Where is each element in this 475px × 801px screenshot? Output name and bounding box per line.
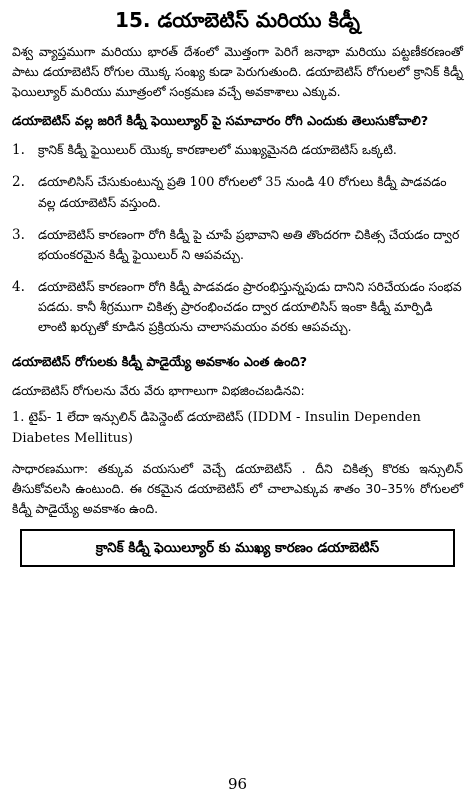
- chapter-title: 15. డయాబెటిస్ మరియు కిడ్నీ: [115, 8, 360, 32]
- types-intro: డయాబెటిస్ రోగులను వేరు వేరు భాగాలుగా విభజించబడినవి:: [12, 383, 305, 398]
- list-item: [12, 172, 463, 213]
- general-paragraph: సాధారణముగా: తక్కువ వయసులో వెచ్చే డయాబెటిస్ . దీని చికిత్స కొరకు ఇన్సులిన్ తీసుకోవలసి ఉంటుంది. ఈ రకమైన డయాబెటిస్ లో చాలాఎక్కువ శాతం 30–35% రోగులలో కిడ్నీ పాడైయ్యే అవకాశం ఉంది.: [12, 461, 463, 516]
- list-number: 2.: [12, 174, 25, 190]
- list-item: [12, 277, 463, 337]
- list-text: డయాబెటిస్ కారణంగా రోగి కిడ్నీ పై చూపే ప్రభావాని అతి తొందరగా చికిత్స చేయడం ద్వార భయంకరమైన కిడ్నీ ఫైయిలుర్ ని ఆపవచ్చు.: [38, 227, 460, 262]
- key-cause-box: క్రానిక్ కిడ్నీ ఫెయిల్యూర్ కు ముఖ్య కారణం డయాబెటిస్: [20, 529, 455, 567]
- type1-telugu: టైప్- 1 లేదా ఇన్సులిన్ డిపెన్డెంట్ డయాబెటిస్: [28, 409, 244, 424]
- list-number: 3.: [12, 227, 25, 243]
- list-text: క్రానిక్ కిడ్నీ ఫైయిలుర్ యొక్క కారణాలలో ముఖ్యమైనది డయాబెటిస్ ఒక్కటి.: [38, 142, 397, 157]
- section-heading-why-know: డయాబెటిస్ వల్ల జరిగే కిడ్నీ ఫెయిల్యూర్ పై సమాచారం రోగి ఎందుకు తెలుసుకోవాలి?: [12, 114, 429, 129]
- intro-paragraph: విశ్వ వ్యాప్తముగా మరియు భారత్ దేశంలో మొత్తంగా పెరిగే జనాభా మరియు పట్టణీకరణంతో పాటు డయాబెటిస్ రోగుల యొక్క సంఖ్య కుడా పెరుగుతుంది. డయాబెటిస్ రోగులలో క్రానిక్ కిడ్నీ ఫెయిల్యూర్ మరియు మూత్రంలో సంక్రమణ వచ్చే అవకాశాలు ఎక్కువ.: [12, 44, 463, 99]
- type1-english: (IDDM - Insulin Dependen Diabetes Mellitus): [12, 410, 421, 446]
- list-number: 1.: [12, 142, 25, 158]
- page-number: 96: [227, 775, 248, 793]
- list-text: డయాబెటిస్ కారణంగా రోగి కిడ్నీ పాడవడం ప్రారంభిస్తున్నపుడు దానిని సరిచేయడం సంభవ పడదు. కానీ శీగ్రముగా చికిత్స ప్రారంభించడం ద్వార డయాలిసిస్ ఇంకా కిడ్నీ మార్పిడి లాంటి ఖర్చుతో కూడిన ప్రక్రియను చాలాసమయం వరకు ఆపవచ్చు.: [38, 279, 462, 334]
- list-text-part: నుండి: [281, 174, 319, 189]
- list-text-part: రోగులలో: [214, 174, 266, 189]
- type1-prefix: 1.: [12, 410, 29, 425]
- reasons-list: [12, 140, 463, 337]
- number-40: 40: [318, 175, 335, 190]
- list-text: [38, 172, 463, 213]
- list-number: 4.: [12, 279, 25, 295]
- type1-line: [12, 407, 463, 449]
- list-item: [12, 140, 463, 160]
- number-100: 100: [189, 175, 215, 190]
- section-heading-risk: డయాబెటిస్ రోగులకు కిడ్నీ పాడైయ్యే అవకాశం ఎంత ఉంది?: [12, 355, 308, 370]
- list-item: [12, 225, 463, 265]
- list-text-part: డయాలిసిస్ చేసుకుంటున్న ప్రతి: [38, 174, 190, 189]
- list-text-part: రోగులు కిడ్నీ పాడవడం వల్ల డయాబెటిస్ వస్తుంది.: [38, 174, 447, 210]
- number-35: 35: [265, 175, 282, 190]
